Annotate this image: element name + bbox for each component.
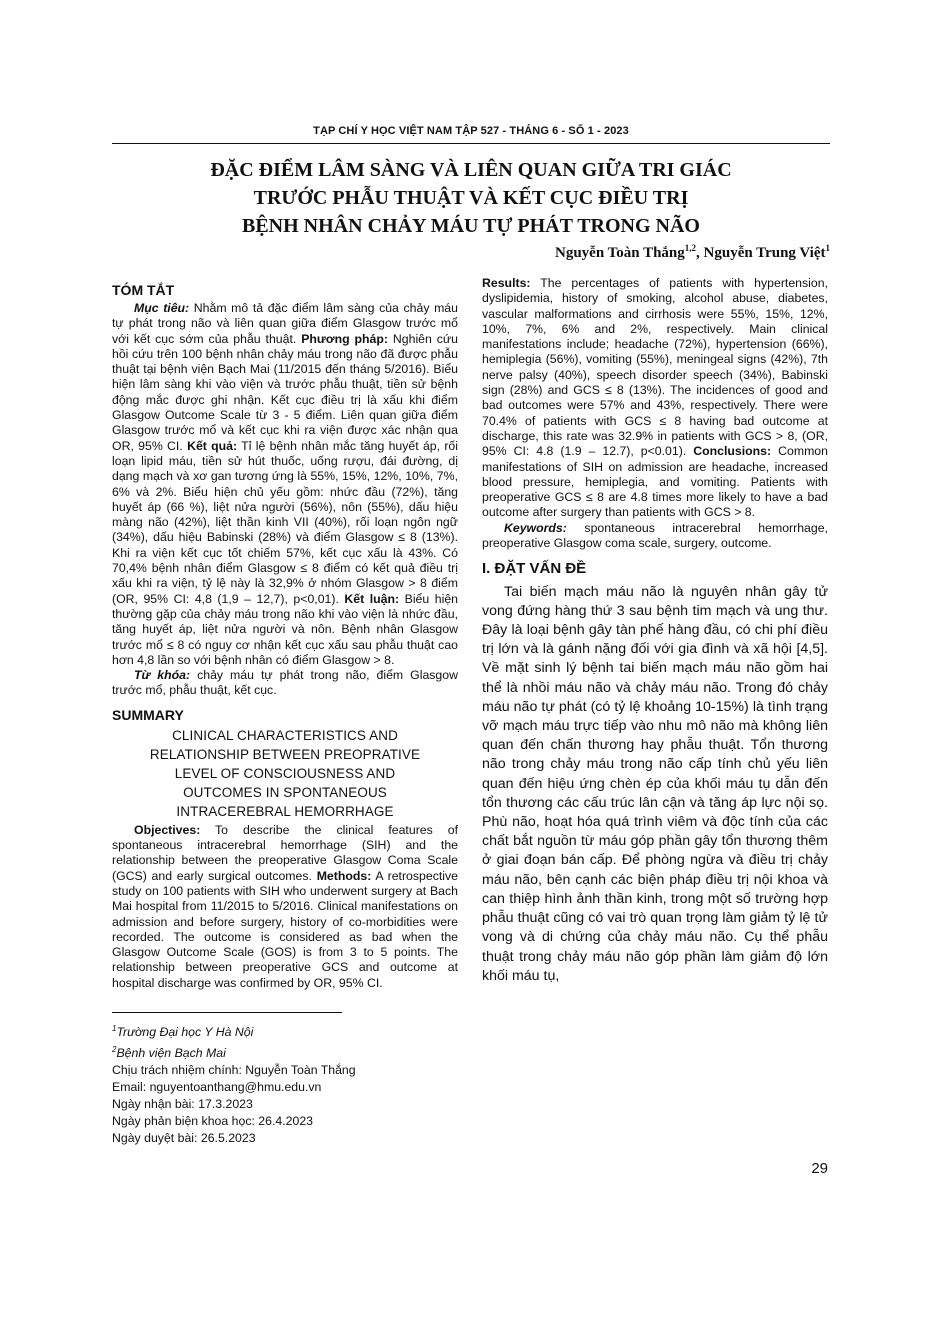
page-number: 29	[811, 1160, 828, 1177]
summary-title-line: RELATIONSHIP BETWEEN PREOPRATIVE	[149, 746, 421, 762]
summary-title-line: LEVEL OF CONSCIOUSNESS AND	[174, 765, 396, 781]
footnote-rule	[112, 1012, 342, 1013]
result-label: Kết quả:	[187, 438, 238, 453]
summary-title-line: CLINICAL CHARACTERISTICS AND	[172, 727, 398, 743]
author-name: Nguyễn Toàn Thắng	[554, 245, 685, 261]
summary-body-start	[112, 823, 458, 991]
methods-label: Methods:	[316, 868, 372, 883]
summary-title-line: OUTCOMES IN SPONTANEOUS	[183, 784, 387, 800]
header-rule	[112, 143, 830, 144]
conclusions-label: Conclusions:	[693, 444, 772, 459]
author-affiliation-mark: 1	[825, 243, 830, 253]
author-name: Nguyễn Trung Việt	[703, 245, 826, 261]
method-label: Phương pháp:	[301, 331, 388, 346]
results-text: The percentages of patients with hypertension, dyslipidemia, history of smoking, alcohol abuse, diabetes, vascular malformations and cirrhosis were 55%, 15%, 12%, 10%, 7%, 6% and 2%, respectively. Main clinical manifestations include; headache (72%), hypertension (66%), hemiplegia (56%), vomiting (55%), meningeal signs (42%), 7th nerve palsy (40%), speech disorder speech (34%), Babinski sign (28%) and GCS ≤ 8 (13%). The incidences of good and bad outcomes were 57% and 43%, respectively. There were 70.4% of patients with GCS ≤ 8 having bad outcome at discharge, this rate was 32.9% in patients with GCS > 8, (OR, 95% CI: 4.8 (1.9 – 12.7), p<0.01).	[482, 276, 828, 459]
abstract-vi-body	[112, 301, 458, 668]
title-line: ĐẶC ĐIỂM LÂM SÀNG VÀ LIÊN QUAN GIỮA TRI GIÁC	[210, 159, 732, 181]
affiliation-text: Trường Đại học Y Hà Nội	[116, 1025, 254, 1040]
author-affiliation-mark: 1,2	[684, 243, 697, 253]
keywords-vi	[112, 668, 458, 699]
right-column	[482, 276, 828, 986]
affiliation-mark: 1	[112, 1024, 117, 1033]
keywords-en	[482, 521, 828, 552]
methods-text: A retrospective study on 100 patients with SIH who underwent surgery at Bach Mai hospital from 11/2015 to 5/2016. Clinical manifestations on admission and before surgery, history of co-morbidities were recorded. The outcome is considered as bad when the Glasgow Outcome Scale (GOS) is from 3 to 5 points. The relationship between preoperative GCS and outcome at hospital discharge was confirmed by OR, 95% CI.	[112, 868, 459, 990]
conclusion-text: Biểu hiện thường gặp của chảy máu trong não khi vào viện là nhức đầu, tăng huyết áp, liệt nửa người và nôn. Bệnh nhân Glasgow trước mổ ≤ 8 có nguy cơ nhận kết cục xấu sau phẫu thuật cao hơn 4,8 lần so với bệnh nhân có điểm Glasgow > 8.	[112, 591, 458, 667]
abstract-heading: TÓM TẮT	[112, 282, 175, 298]
affiliation-text: Bệnh viện Bạch Mai	[116, 1046, 226, 1061]
results-label: Results:	[482, 276, 531, 290]
running-head: TẠP CHÍ Y HỌC VIỆT NAM TẬP 527 - THÁNG 6 - SỐ 1 - 2023	[313, 125, 629, 137]
title-line: TRƯỚC PHẪU THUẬT VÀ KẾT CỤC ĐIỀU TRỊ	[253, 187, 689, 209]
author-line	[430, 243, 830, 262]
left-column	[112, 278, 458, 991]
method-text: Nghiên cứu hồi cứu trên 100 bệnh nhân chảy máu trong não đã được phẫu thuật tại bệnh viện Bạch Mai (11/2015 đến tháng 5/2016). Biểu hiện lâm sàng khi vào viện và trước phẫu thuật, tiền sử bệnh động mắc được ghi nhận. Kết cục điều trị là xấu khi điểm Glasgow Outcome Scale từ 3 - 5 điểm. Liên quan giữa điểm Glasgow trước mổ và kết cục khi ra viện được xác nhận qua OR, 95% CI.	[112, 331, 458, 453]
introduction-heading: I. ĐẶT VẤN ĐỀ	[482, 560, 587, 578]
affiliation-mark: 2	[112, 1045, 117, 1055]
objective-text: Nhằm mô tả đặc điểm lâm sàng của chảy máu tự phát trong não và liên quan giữa điểm Glasgow trước mổ với kết cục sớm của phẫu thuật.	[112, 301, 458, 346]
affiliation-2	[112, 1041, 458, 1062]
introduction-text: Tai biến mạch máu não là nguyên nhân gây tử vong đứng hàng thứ 3 sau bệnh tim mạch và ung thư. Đây là loại bệnh gây tàn phế hàng đầu, có chi phí điều trị lớn và là gánh nặng đối với gia đình và xã hội [4,5]. Về mặt sinh lý bệnh tai biến mạch máu não gồm hai thể là nhồi máu não và chảy máu não. Trong đó chảy máu não tự phát (có tỷ lệ khoảng 10-15%) là tình trạng vỡ mạch máu trực tiếp vào nhu mô não mà không liên quan đến chấn thương hay phẫu thuật. Tổn thương não trong chảy máu trong não cấp tính chủ yếu liên quan đến hiệu ứng chèn ép của khối máu tụ dẫn đến tổn thương các cấu trúc lân cận và tăng áp lực nội sọ. Phù não, hoạt hóa quá trình viêm và độc tính của các chất bắt nguồn từ máu góp phần gây tổn thương thêm ở giai đoạn bán cấp. Để phòng ngừa và điều trị chảy máu não, bên cạnh các biện pháp điều trị nội khoa và can thiệp hình ảnh thần kinh, trong một số trường hợp phẫu thuật cũng có vai trò quan trọng làm giảm tỷ lệ tử vong và di chứng của chảy máu não. Cụ thể phẫu thuật trong chảy máu não góp phần làm giảm độ lớn khối máu tụ,	[482, 583, 828, 984]
corresponding-author: Chịu trách nhiệm chính: Nguyễn Toàn Thắng	[112, 1063, 356, 1078]
conclusion-label: Kết luận:	[344, 591, 400, 606]
email-line: Email: nguyentoanthang@hmu.edu.vn	[112, 1080, 322, 1095]
objectives-label: Objectives:	[134, 822, 201, 837]
article-title	[112, 156, 830, 240]
objective-label: Mục tiêu:	[134, 301, 190, 315]
title-line: BỆNH NHÂN CHẢY MÁU TỰ PHÁT TRONG NÃO	[242, 215, 700, 237]
result-text: Tỉ lệ bệnh nhân mắc tăng huyết áp, rối loạn lipid máu, tiền sử hút thuốc, uống rượu, đái đường, dị dạng mạch và xơ gan tương ứng là 55%, 15%, 12%, 10%, 7%, 6% và 2%. Biểu hiện chủ yếu gồm: nhức đầu (72%), tăng huyết áp (66 %), liệt nửa người (56%), nôn (55%), dấu hiệu màng não (42%), liệt thần kinh VII (40%), rối loạn ngôn ngữ (34%), dấu hiệu Babinski (28%) và điểm Glasgow ≤ 8 (13%). Khi ra viện kết cục tốt chiếm 57%, kết cục xấu là 43%. Có 70,4% bệnh nhân điểm Glasgow ≤ 8 điểm có kết quả điều trị xấu khi ra viện, tỷ lệ này là 32,9% ở nhóm Glasgow > 8 điểm (OR, 95% CI: 4,8 (1,9 – 12,7), p<0,01).	[112, 438, 458, 606]
conclusions-text: Common manifestations of SIH on admission are headache, increased blood pressure, hemiplegia, and vomiting. Patients with preoperative GCS ≤ 8 are 4.8 times more likely to have a bad outcome after surgery than patients with GCS > 8.	[482, 444, 828, 520]
affiliation-1	[112, 1020, 458, 1041]
keywords-vi-label: Từ khóa:	[134, 668, 191, 683]
summary-title	[142, 726, 428, 821]
footnotes	[112, 1020, 458, 1147]
summary-heading: SUMMARY	[112, 706, 184, 723]
keywords-en-label: Keywords:	[504, 520, 567, 535]
review-date: Ngày phản biện khoa học: 26.4.2023	[112, 1114, 314, 1129]
summary-body-cont	[482, 276, 828, 521]
author-separator: ,	[696, 245, 704, 261]
accepted-date: Ngày duyệt bài: 26.5.2023	[112, 1131, 256, 1146]
keywords-en-text: spontaneous intracerebral hemorrhage, preoperative Glasgow coma scale, surgery, outcome.	[482, 520, 828, 551]
keywords-vi-text: chảy máu tự phát trong não, điểm Glasgow trước mổ, phẫu thuật, kết cục.	[112, 668, 458, 698]
summary-title-line: INTRACEREBRAL HEMORRHAGE	[176, 803, 394, 819]
objectives-text: To describe the clinical features of spontaneous intracerebral hemorrhage (SIH) and the relationship between the preoperative Glasgow Coma Scale (GCS) and early surgical outcomes.	[112, 822, 458, 883]
received-date: Ngày nhận bài: 17.3.2023	[112, 1097, 253, 1112]
